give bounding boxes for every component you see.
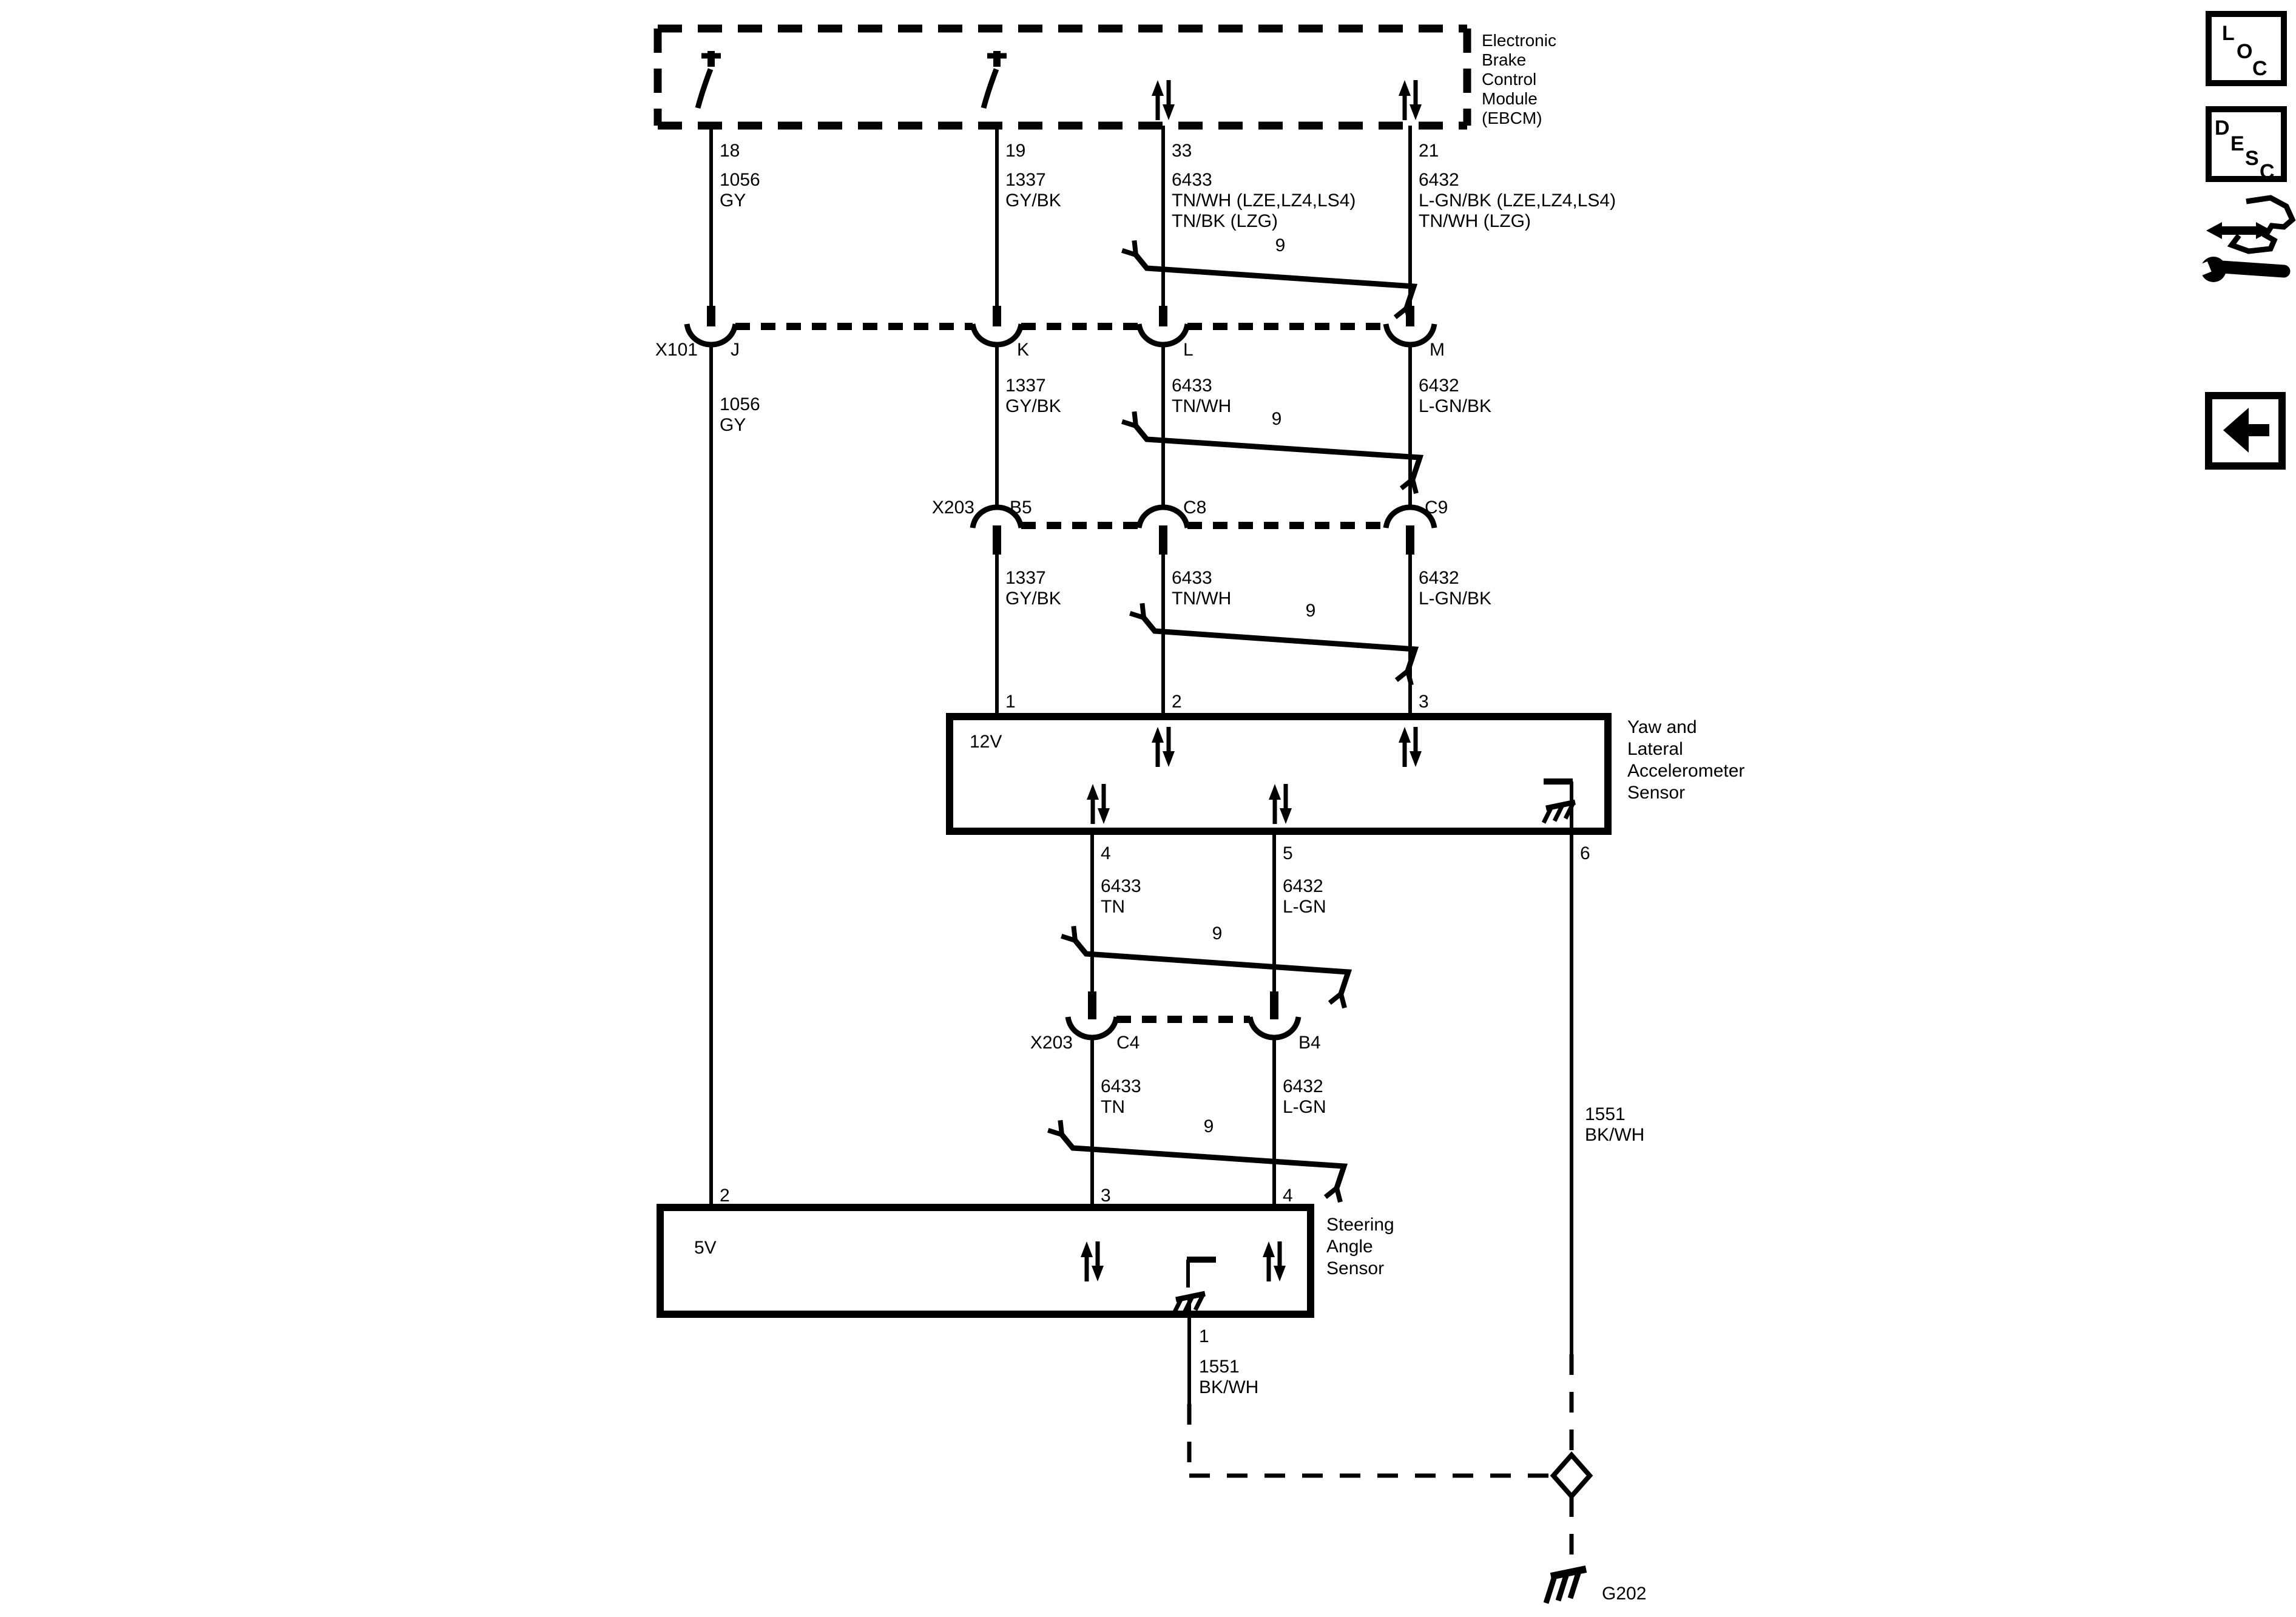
- yaw-pin-4: 4: [1101, 843, 1111, 863]
- ebcm-switch-pin18-icon: [698, 51, 721, 108]
- steering-sensor-box: [660, 1186, 1394, 1346]
- yaw-sensor-outline: [950, 717, 1608, 831]
- circuit-1056-number-2: 1056: [720, 394, 760, 414]
- x203u-pin-c9-male-terminal: [1406, 525, 1414, 555]
- circuit-6433-color-line1: TN/WH (LZE,LZ4,LS4): [1172, 191, 1356, 211]
- circuit-6432-color-line1: L-GN/BK (LZE,LZ4,LS4): [1419, 191, 1616, 211]
- twisted-pair-1-symbol: [1136, 255, 1414, 308]
- circuit-6432-number: 6432: [1419, 170, 1459, 190]
- wire-labels-ebcm: [720, 170, 1616, 231]
- ebcm-pin-19: 19: [1005, 141, 1026, 161]
- x101-pin-l: L: [1183, 340, 1194, 360]
- wire-labels-yaw-bottom: [1101, 876, 1326, 917]
- x101-pin-j: J: [731, 340, 740, 360]
- ground-g202-label: G202: [1602, 1584, 1647, 1604]
- circuit-6433-number-4: 6433: [1101, 876, 1141, 896]
- x203u-pin-b5-male-terminal: [993, 525, 1001, 555]
- x203u-pin-c9: C9: [1425, 498, 1448, 518]
- steering-bidirectional-arrow-pin4-icon: [1263, 1241, 1286, 1281]
- circuit-6433-color-line2: TN/BK (LZG): [1172, 211, 1278, 231]
- steering-label-line2: Angle: [1326, 1237, 1373, 1257]
- x203-lower-label: X203: [1030, 1033, 1073, 1053]
- yaw-supply-12v: 12V: [970, 732, 1002, 752]
- ebcm-pin-21: 21: [1419, 141, 1439, 161]
- yaw-pin-5: 5: [1283, 843, 1293, 863]
- ebcm-bidirectional-arrow-pin21-icon: [1399, 80, 1422, 120]
- component-outline-icon: [2232, 198, 2292, 251]
- twisted-pair-3: [1144, 601, 1415, 671]
- x101-pin-m: M: [1430, 340, 1445, 360]
- circuit-1056-number: 1056: [720, 170, 760, 190]
- loc-button[interactable]: [2209, 14, 2284, 83]
- x101-pin-j-male-terminal: [707, 306, 715, 326]
- steering-bidirectional-arrow-pin3-icon: [1081, 1241, 1104, 1281]
- yaw-label-line2: Lateral: [1627, 739, 1683, 759]
- x203u-pin-c8-female-terminal: [1139, 507, 1187, 528]
- twisted-pair-1: [1136, 235, 1414, 308]
- ebcm-label-line2: Brake: [1482, 50, 1527, 69]
- circuit-1337-color-2: GY/BK: [1005, 396, 1061, 416]
- circuit-6433-number-2: 6433: [1172, 376, 1212, 396]
- desc-letter-c: C: [2260, 160, 2275, 183]
- ebcm-label-line4: Module: [1482, 89, 1538, 108]
- circuit-6432-color-line2: TN/WH (LZG): [1419, 211, 1531, 231]
- wire-labels-1551-right: [1585, 1104, 1644, 1145]
- x203l-pin-c4: C4: [1116, 1033, 1140, 1053]
- circuit-1337-number: 1337: [1005, 170, 1046, 190]
- x203l-pin-c4-male-terminal: [1088, 991, 1096, 1019]
- wire-labels-x203-upper: [1005, 568, 1491, 609]
- yaw-bidirectional-arrow-pin3-icon: [1399, 727, 1422, 767]
- x101-pin-k-male-terminal: [993, 306, 1001, 326]
- connector-x101: [655, 306, 1445, 360]
- ground-g202: [1546, 1569, 1646, 1604]
- twisted-pair-1-label: 9: [1275, 235, 1286, 255]
- x203l-pin-c4-female-terminal: [1068, 1017, 1116, 1038]
- circuit-1337-number-3: 1337: [1005, 568, 1046, 588]
- yaw-pin-1: 1: [1005, 692, 1016, 712]
- ebcm-box: [658, 29, 1556, 161]
- x203l-pin-b4-female-terminal: [1250, 1017, 1298, 1038]
- ebcm-label: [1482, 31, 1556, 127]
- twisted-pair-4-label: 9: [1212, 923, 1223, 944]
- yaw-label-line1: Yaw and: [1627, 717, 1697, 737]
- steering-pin-3: 3: [1101, 1186, 1111, 1206]
- circuit-1056-color: GY: [720, 191, 746, 211]
- adjust-tool-button[interactable]: [2196, 198, 2292, 282]
- x101-pin-l-female-terminal: [1139, 324, 1187, 345]
- x203l-pin-b4-male-terminal: [1270, 991, 1278, 1019]
- x101-pin-l-male-terminal: [1159, 306, 1167, 326]
- yaw-label-line4: Sensor: [1627, 783, 1686, 803]
- x203-upper-label: X203: [931, 498, 974, 518]
- twisted-pair-3-label: 9: [1305, 601, 1316, 621]
- steering-pin-1: 1: [1199, 1326, 1209, 1346]
- steering-pin-4: 4: [1283, 1186, 1293, 1206]
- circuit-6433-color-mid: TN/WH: [1172, 396, 1232, 416]
- yaw-internal-ground-icon: [1544, 781, 1575, 831]
- x203l-pin-b4: B4: [1298, 1033, 1321, 1053]
- ebcm-pin-33: 33: [1172, 141, 1192, 161]
- circuit-1056-color-2: GY: [720, 415, 746, 435]
- loc-letter-l: L: [2222, 22, 2235, 45]
- steering-supply-5v: 5V: [694, 1238, 717, 1258]
- desc-letter-s: S: [2245, 147, 2259, 170]
- circuit-6432-number-3: 6432: [1419, 568, 1459, 588]
- ebcm-bidirectional-arrow-pin33-icon: [1152, 80, 1175, 120]
- x203u-pin-c8-male-terminal: [1159, 525, 1167, 555]
- circuit-1551-color: BK/WH: [1585, 1125, 1645, 1145]
- circuit-6432-number-4: 6432: [1283, 876, 1323, 896]
- circuit-1551-number-2: 1551: [1199, 1357, 1240, 1377]
- twisted-pair-5-label: 9: [1203, 1116, 1214, 1136]
- steering-pin-2: 2: [720, 1186, 730, 1206]
- twisted-pair-3-symbol: [1144, 618, 1415, 671]
- yaw-bidirectional-arrow-pin2-icon: [1152, 727, 1175, 767]
- ground-g202-icon: [1546, 1569, 1586, 1603]
- twisted-pair-4-symbol: [1075, 940, 1348, 994]
- x101-pin-k-female-terminal: [973, 324, 1021, 345]
- circuit-6432-number-2: 6432: [1419, 376, 1459, 396]
- loc-letter-c: C: [2252, 57, 2267, 80]
- ebcm-label-line3: Control: [1482, 70, 1537, 89]
- circuit-6433-color-low: TN: [1101, 897, 1125, 917]
- x203u-pin-b5: B5: [1010, 498, 1032, 518]
- twisted-pair-5-symbol: [1062, 1135, 1344, 1188]
- twisted-pair-2-symbol: [1136, 426, 1420, 479]
- ebcm-label-line5: (EBCM): [1482, 109, 1542, 127]
- circuit-6432-color-mid-2: L-GN/BK: [1419, 589, 1492, 609]
- yaw-pin-6: 6: [1580, 843, 1590, 863]
- wire-labels-x203-lower: [1101, 1076, 1326, 1117]
- circuit-6432-number-5: 6432: [1283, 1076, 1323, 1096]
- yaw-label-line3: Accelerometer: [1627, 761, 1745, 781]
- loc-letter-o: O: [2237, 40, 2253, 63]
- circuit-6433-number-5: 6433: [1101, 1076, 1141, 1096]
- wire-labels-x101: [720, 376, 1491, 435]
- yaw-sensor-box: [950, 692, 1744, 863]
- desc-button[interactable]: [2209, 109, 2284, 183]
- x101-pin-k: K: [1017, 340, 1030, 360]
- circuit-1337-number-2: 1337: [1005, 376, 1046, 396]
- yaw-bidirectional-arrow-pin5-icon: [1269, 784, 1292, 824]
- yaw-pin-2: 2: [1172, 692, 1182, 712]
- steering-label-line3: Sensor: [1326, 1258, 1385, 1278]
- circuit-6432-color-low: L-GN: [1283, 897, 1326, 917]
- x101-pin-m-male-terminal: [1406, 306, 1414, 326]
- circuit-1551-number: 1551: [1585, 1104, 1626, 1124]
- circuit-6433-color-low-2: TN: [1101, 1097, 1125, 1117]
- yaw-sensor-label: [1627, 717, 1744, 803]
- connector-x203-upper: [932, 498, 1448, 555]
- back-button[interactable]: [2209, 396, 2282, 466]
- circuit-6433-number: 6433: [1172, 170, 1212, 190]
- circuit-6433-number-3: 6433: [1172, 568, 1212, 588]
- ebcm-pin-18: 18: [720, 141, 740, 161]
- steering-internal-ground-icon: [1173, 1260, 1216, 1314]
- ebcm-label-line1: Electronic: [1482, 31, 1556, 50]
- splice-diamond: [1553, 1455, 1590, 1496]
- connector-x203-lower: [1030, 991, 1321, 1053]
- ebcm-switch-pin19-icon: [984, 51, 1007, 108]
- circuit-6433-color-mid-2: TN/WH: [1172, 589, 1232, 609]
- wrench-icon: [2196, 257, 2284, 282]
- twisted-pair-4: [1075, 923, 1348, 994]
- circuit-1337-color-3: GY/BK: [1005, 589, 1061, 609]
- steering-sensor-label: [1326, 1215, 1394, 1278]
- circuit-6432-color-low-2: L-GN: [1283, 1097, 1326, 1117]
- yaw-pin-3: 3: [1419, 692, 1429, 712]
- x203u-pin-c8: C8: [1183, 498, 1207, 518]
- twisted-pair-5: [1062, 1116, 1344, 1188]
- steering-label-line1: Steering: [1326, 1215, 1394, 1235]
- desc-letter-e: E: [2230, 132, 2244, 155]
- circuit-1551-color-2: BK/WH: [1199, 1377, 1259, 1397]
- yaw-bidirectional-arrow-pin4-icon: [1087, 784, 1110, 824]
- x101-pin-m-female-terminal: [1386, 324, 1434, 345]
- circuit-1337-color: GY/BK: [1005, 191, 1061, 211]
- twisted-pair-2-label: 9: [1271, 409, 1282, 429]
- twisted-pair-2: [1136, 409, 1420, 479]
- circuit-6432-color-mid: L-GN/BK: [1419, 396, 1492, 416]
- x101-label: X101: [655, 340, 698, 360]
- desc-letter-d: D: [2215, 116, 2230, 140]
- wire-labels-1551-pin1: [1199, 1357, 1258, 1397]
